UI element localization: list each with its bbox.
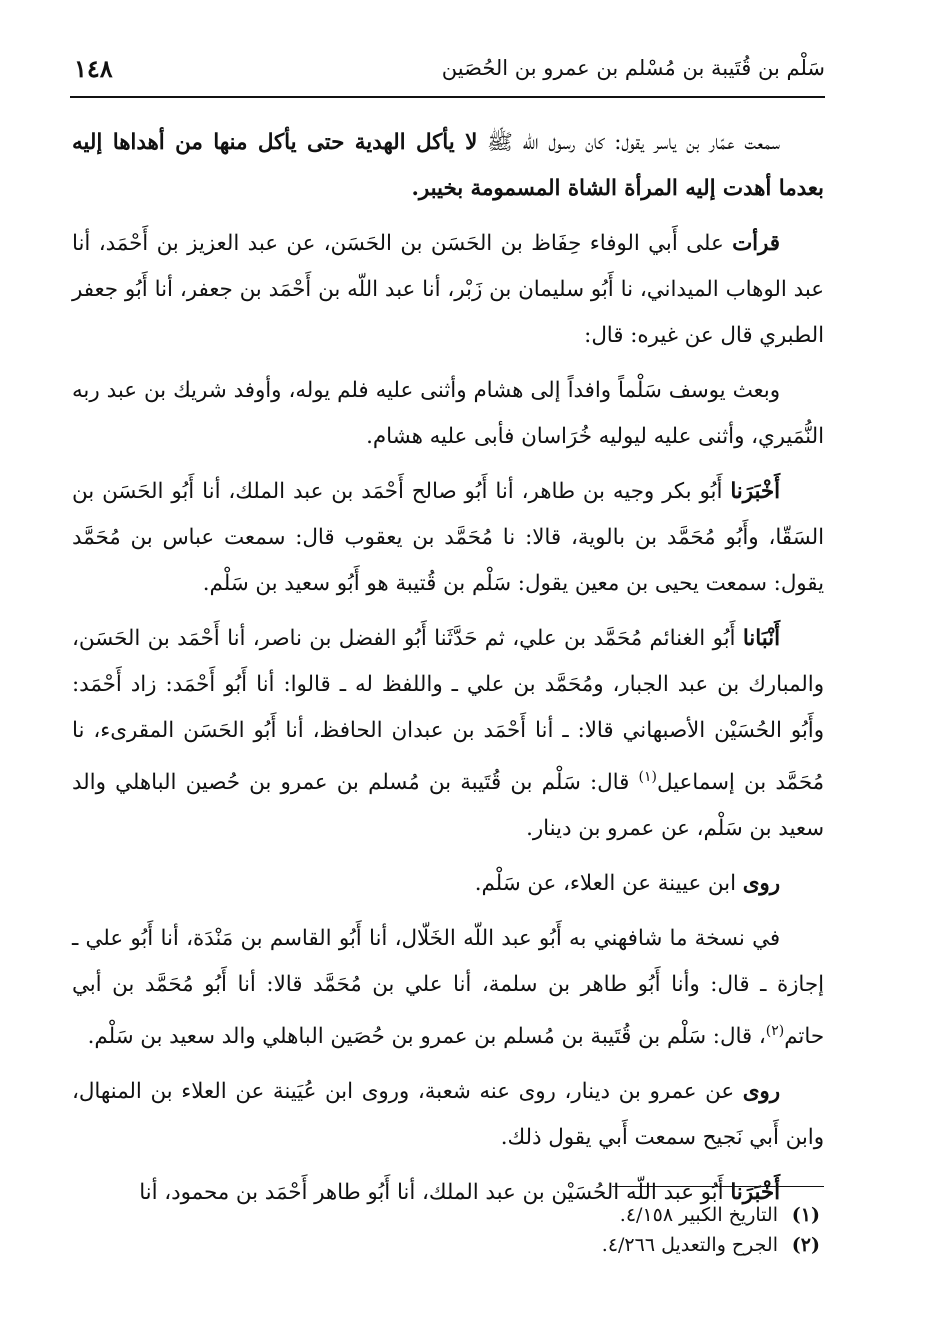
running-title: سَلْم بن قُتَيبة بن مُسْلم بن عمرو بن الحُصَين: [441, 56, 825, 80]
hadith-text: لا يأكل الهدية حتى يأكل منها من أهداها إليه بعدما أهدت إليه المرأة الشاة المسمومة بخيبر.: [72, 130, 824, 201]
paragraph-text: ، قال: سَلْم بن قُتَيبة بن مُسلم بن عمرو بن حُصَين الباهلي والد سعيد بن سَلْم.: [87, 1024, 766, 1050]
paragraph-text: ابن عيينة عن العلاء، عن سَلْم.: [474, 871, 743, 897]
paragraph: [72, 221, 824, 359]
paragraph-text: في نسخة ما شافهني به أَبُو عبد اللّه الخَلّال، أنا أَبُو القاسم بن مَنْدَة، أنا أَبُو علي ـ إجازة ـ قال: وأنا أَبُو طاهر بن سلمة، أنا علي بن مُحَمَّد قالا: أنا أَبُو مُحَمَّد بن أبي حاتم: [72, 926, 824, 1050]
footnote: [72, 1230, 824, 1260]
footnote-marker: (١): [791, 1204, 820, 1226]
paragraph: [72, 469, 824, 607]
paragraph-text: سمعت عمّار بن ياسر يقول: كان رسول الله ﷺ: [477, 130, 780, 155]
footnote-reference[interactable]: (١): [638, 769, 657, 785]
paragraph-lead-word: أَنْبَانا: [742, 626, 780, 651]
paragraph: [72, 120, 824, 212]
paragraph-text: أَبُو الغنائم مُحَمَّد بن علي، ثم حَدَّثَنا أَبُو الفضل بن ناصر، أنا أَحْمَد بن الحَسَن، والمبارك بن عبد الجبار، ومُحَمَّد بن علي ـ واللفظ له ـ قالوا: أنا أَبُو أَحْمَد: زاد أَحْمَد: وأَبُو الحُسَيْن الأصبهاني قالا: ـ أنا أَحْمَد بن عبدان الحافظ، أنا أَبُو الحَسَن المقرىء، نا مُحَمَّد بن إسماعيل: [72, 626, 824, 796]
paragraph-lead-word: قرأت: [732, 231, 780, 256]
paragraph-text: قال: سَلْم بن قُتَيبة بن مُسلم بن عمرو بن حُصين الباهلي والد سعيد بن سَلْم، عن عمرو بن دينار.: [72, 770, 824, 842]
footnote-separator: [612, 1186, 824, 1187]
footnotes: [72, 1200, 824, 1260]
page-header: [70, 48, 825, 92]
paragraph-text: على أَبي الوفاء حِفَاظ بن الحَسَن بن الحَسَن، عن عبد العزيز بن أَحْمَد، أنا عبد الوهاب الميداني، نا أَبُو سليمان بن زَبْر، أنا عبد اللّه بن أَحْمَد بن جعفر، أنا أَبُو جعفر الطبري قال عن غيره: قال:: [72, 231, 824, 348]
footnote-reference[interactable]: (٢): [765, 1023, 785, 1040]
paragraph: [72, 368, 824, 460]
footnote-text: الجرح والتعديل ٤/٢٦٦.: [601, 1234, 778, 1256]
paragraph-lead-word: روى: [742, 1079, 780, 1105]
paragraph-text: أَبُو عبد اللّه الحُسَيْن بن عبد الملك، أنا أَبُو طاهر أَحْمَد بن محمود، أنا: [139, 1180, 731, 1206]
paragraph-text: عن عمرو بن دينار، روى عنه شعبة، وروى ابن عُيَينة عن العلاء بن المنهال، وابن أَبي نَجيح سمعت أَبي يقول ذلك.: [72, 1079, 824, 1151]
paragraph-text: أَبُو بكر وجيه بن طاهر، أنا أَبُو صالح أَحْمَد بن عبد الملك، أنا أَبُو الحَسَن بن السَقّا، وأَبُو مُحَمَّد بن بالوية، قالا: نا مُحَمَّد بن يعقوب قال: سمعت عباس بن مُحَمَّد يقول: سمعت يحيى بن معين يقول: سَلْم بن قُتيبة هو أَبُو سعيد بن سَلْم.: [72, 479, 824, 596]
footnote-text: التاريخ الكبير ٤/١٥٨.: [619, 1204, 778, 1226]
footnote-marker: (٢): [791, 1234, 820, 1256]
footnote: [72, 1200, 824, 1230]
paragraph-lead-word: أَخْبَرَنا: [730, 479, 780, 504]
paragraph-lead-word: أَخْبَرَنا: [730, 1180, 780, 1206]
paragraph-text: وبعث يوسف سَلْماً وافداً إلى هشام وأثنى عليه فلم يوله، وأوفد شريك بن عبد ربه النُّمَيري، وأثنى عليه ليوليه خُرَاسان فأبى عليه هشام.: [72, 378, 824, 449]
main-text: [72, 120, 824, 1225]
paragraph: [72, 616, 824, 852]
paragraph: [72, 1069, 824, 1161]
page-number: ١٤٨: [74, 54, 113, 83]
paragraph: [72, 916, 824, 1060]
header-rule: [70, 96, 825, 98]
paragraph: [72, 861, 824, 907]
paragraph-lead-word: روى: [742, 871, 780, 897]
